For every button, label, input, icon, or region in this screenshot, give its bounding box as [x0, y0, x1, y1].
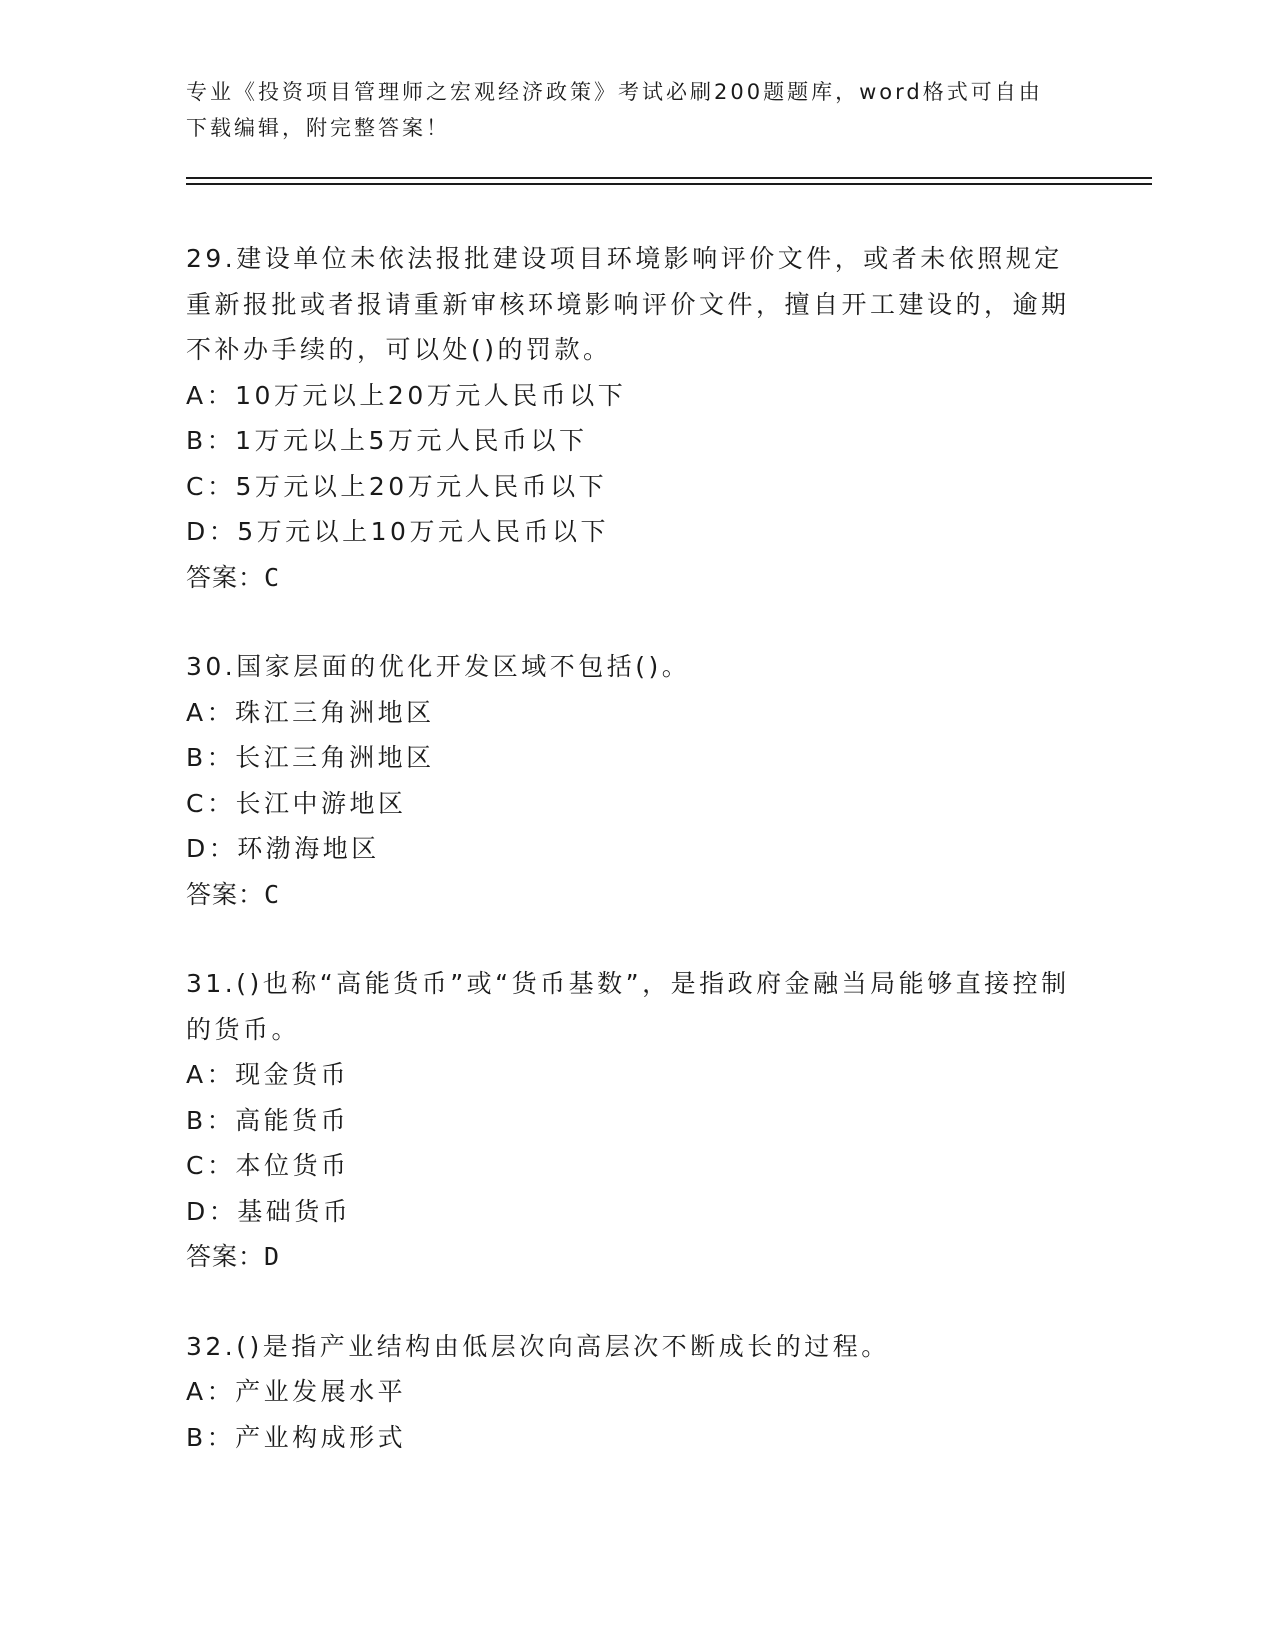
option-a: A：10万元以上20万元人民币以下	[186, 380, 627, 410]
page-header: 专业《投资项目管理师之宏观经济政策》考试必刷200题题库，word格式可自由下载编辑，附完整答案！	[186, 80, 1043, 140]
question-31	[186, 961, 1086, 1280]
question-29	[186, 236, 1086, 600]
option-d: D：基础货币	[186, 1196, 352, 1226]
option-d: D：5万元以上10万元人民币以下	[186, 517, 609, 546]
question-32	[186, 1324, 1086, 1461]
option-a: A：产业发展水平	[186, 1377, 407, 1406]
option-c: C：本位货币	[186, 1151, 350, 1180]
option-b: B：高能货币	[186, 1105, 350, 1135]
question-stem: 30.国家层面的优化开发区域不包括()。	[186, 652, 691, 681]
answer: 答案：C	[186, 562, 281, 592]
option-b: B：产业构成形式	[186, 1422, 407, 1452]
question-list	[186, 236, 1086, 1504]
option-c: C：5万元以上20万元人民币以下	[186, 471, 608, 501]
option-c: C：长江中游地区	[186, 788, 407, 818]
header-divider-bottom	[186, 183, 1152, 185]
answer: 答案：D	[186, 1242, 281, 1271]
header-divider-top	[186, 177, 1152, 179]
answer: 答案：C	[186, 879, 281, 909]
option-b: B：长江三角洲地区	[186, 743, 435, 772]
option-a: A：现金货币	[186, 1060, 350, 1089]
option-b: B：1万元以上5万元人民币以下	[186, 426, 588, 455]
question-stem: 32.()是指产业结构由低层次向高层次不断成长的过程。	[186, 1331, 890, 1361]
option-d: D：环渤海地区	[186, 834, 380, 863]
question-stem: 29.建设单位未依法报批建设项目环境影响评价文件，或者未依照规定重新报批或者报请重新审核环境影响评价文件，擅自开工建设的，逾期不补办手续的，可以处()的罚款。	[186, 244, 1070, 364]
question-30	[186, 644, 1086, 917]
option-a: A：珠江三角洲地区	[186, 697, 435, 727]
question-stem: 31.()也称“高能货币”或“货币基数”，是指政府金融当局能够直接控制的货币。	[186, 969, 1070, 1044]
